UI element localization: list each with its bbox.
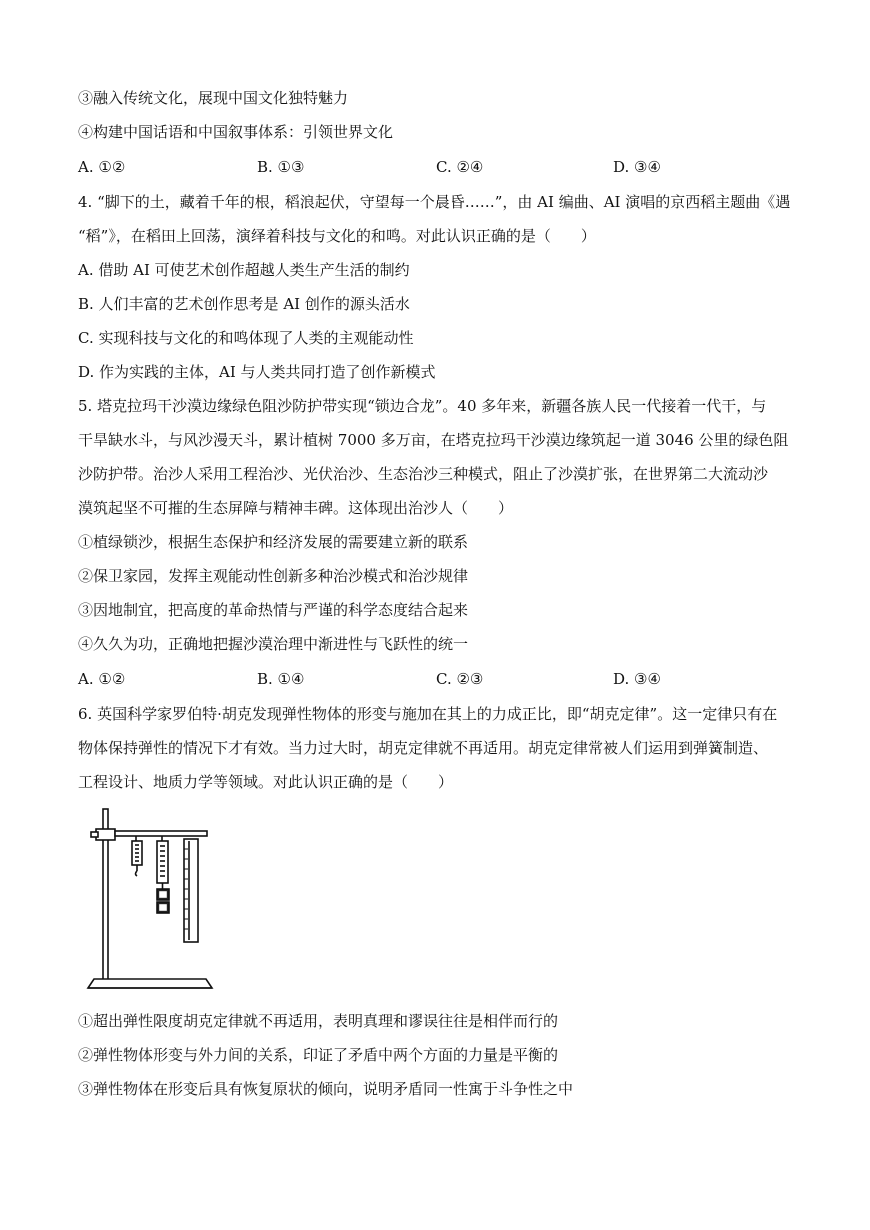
q3-option-d: D. ③④ bbox=[613, 158, 661, 176]
spring-scale-apparatus-figure bbox=[80, 803, 230, 1003]
q6-stem-line-1: 6. 英国科学家罗伯特·胡克发现弹性物体的形变与施加在其上的力成正比，即“胡克定律”。这一定律只有在 bbox=[78, 705, 778, 723]
q5-stem-line-4: 漠筑起坚不可摧的生态屏障与精神丰碑。这体现出治沙人（ ） bbox=[78, 499, 514, 517]
q3-item-4: ④构建中国话语和中国叙事体系：引领世界文化 bbox=[78, 123, 394, 141]
q6-item-3: ③弹性物体在形变后具有恢复原状的倾向，说明矛盾同一性寓于斗争性之中 bbox=[78, 1080, 574, 1098]
q5-item-2: ②保卫家园，发挥主观能动性创新多种治沙模式和治沙规律 bbox=[78, 567, 469, 585]
q5-stem-line-2: 干旱缺水斗，与风沙漫天斗，累计植树 7000 多万亩，在塔克拉玛干沙漠边缘筑起一道 3046 公里的绿色阻 bbox=[78, 431, 789, 449]
q5-option-d: D. ③④ bbox=[613, 670, 661, 688]
q6-stem-line-2: 物体保持弹性的情况下才有效。当力过大时，胡克定律就不再适用。胡克定律常被人们运用到弹簧制造、 bbox=[78, 739, 769, 757]
q5-option-a: A. ①② bbox=[78, 670, 126, 688]
q4-stem-line-2: “稻”》，在稻田上回荡，演绎着科技与文化的和鸣。对此认识正确的是（ ） bbox=[78, 227, 596, 245]
q6-item-1: ①超出弹性限度胡克定律就不再适用，表明真理和谬误往往是相伴而行的 bbox=[78, 1012, 559, 1030]
q6-item-2: ②弹性物体形变与外力间的关系，印证了矛盾中两个方面的力量是平衡的 bbox=[78, 1046, 559, 1064]
q5-item-4: ④久久为功，正确地把握沙漠治理中渐进性与飞跃性的统一 bbox=[78, 635, 469, 653]
q4-option-d: D. 作为实践的主体，AI 与人类共同打造了创作新模式 bbox=[78, 363, 436, 381]
q5-item-1: ①植绿锁沙，根据生态保护和经济发展的需要建立新的联系 bbox=[78, 533, 469, 551]
q4-option-b: B. 人们丰富的艺术创作思考是 AI 创作的源头活水 bbox=[78, 295, 410, 313]
q4-stem-line-1: 4. “脚下的土，藏着千年的根，稻浪起伏，守望每一个晨昏……”，由 AI 编曲、AI 演唱的京西稻主题曲《遇 bbox=[78, 193, 791, 211]
q5-stem-line-1: 5. 塔克拉玛干沙漠边缘绿色阻沙防护带实现“锁边合龙”。40 多年来，新疆各族人民一代接着一代干，与 bbox=[78, 397, 767, 415]
q3-option-c: C. ②④ bbox=[436, 158, 484, 176]
iron-stand-icon bbox=[80, 803, 230, 1003]
q3-option-b: B. ①③ bbox=[257, 158, 305, 176]
q6-stem-line-3: 工程设计、地质力学等领域。对此认识正确的是（ ） bbox=[78, 773, 454, 791]
q3-item-3: ③融入传统文化，展现中国文化独特魅力 bbox=[78, 89, 349, 107]
q5-option-b: B. ①④ bbox=[257, 670, 305, 688]
q5-stem-line-3: 沙防护带。治沙人采用工程治沙、光伏治沙、生态治沙三种模式，阻止了沙漠扩张，在世界第二大流动沙 bbox=[78, 465, 769, 483]
q4-option-a: A. 借助 AI 可使艺术创作超越人类生产生活的制约 bbox=[78, 261, 410, 279]
q3-option-a: A. ①② bbox=[78, 158, 126, 176]
q5-option-c: C. ②③ bbox=[436, 670, 484, 688]
q5-item-3: ③因地制宜，把高度的革命热情与严谨的科学态度结合起来 bbox=[78, 601, 469, 619]
q4-option-c: C. 实现科技与文化的和鸣体现了人类的主观能动性 bbox=[78, 329, 414, 347]
